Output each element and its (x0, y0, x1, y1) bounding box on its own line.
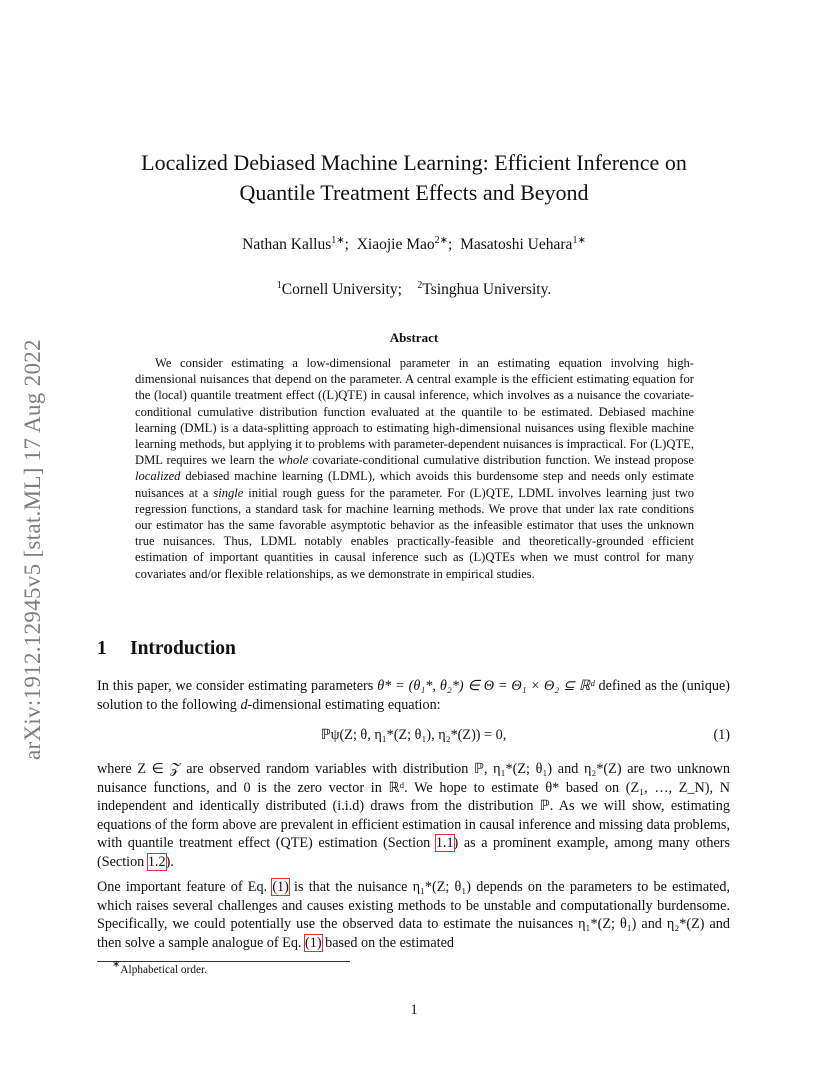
equation-link-1[interactable]: (1) (272, 879, 289, 895)
author-list: Nathan Kallus$^{1∗}$; Xiaojie Mao$^{2∗}$; Masatoshi Uehara$^{1∗}$ (242, 235, 586, 253)
abstract-emphasis: single (213, 485, 244, 500)
footnote-text: Alphabetical order. (120, 964, 207, 976)
author-name: Xiaojie Mao (356, 236, 435, 253)
intro-paragraph-2 (97, 760, 730, 872)
section-heading (97, 638, 236, 660)
affiliation-marker: 1 (276, 280, 282, 291)
footnote-marker: ∗ (112, 959, 121, 970)
footnote-divider (97, 961, 350, 962)
intro-paragraph-1 (97, 677, 730, 714)
paragraph-text: where Z ∈ 𝒵 are observed random variables with distribution ℙ, η₁*(Z; θ₁) and η₂*(Z) are two unknown nuisance functions, and 0 is the zero vector in ℝᵈ. We hope to estimate θ* based on (Z₁, …, Z_N), N independent and identically distributed (i.i.d) draws from the distribution ℙ. As we will show, estimating equations of the form above are prevalent in efficient estimation in causal inference and missing data problems, with quantile treatment effect (QTE) estimation (Section (97, 761, 730, 852)
abstract-text: initial rough guess for the parameter. For (L)QTE, LDML involves learning just two regression functions, a standard task for machine learning methods. We prove that under lax rate conditions our estimator has the same favorable asymptotic behavior as the infeasible estimator that uses the unknown true nuisances. Thus, LDML notably enables practically-feasible and theoretically-grounded efficient estimation of important quantities in causal inference such as (L)QTEs when we must control for many covariates and/or flexible relationships, as we demonstrate in empirical studies. (135, 485, 694, 581)
author-affiliation-marker: 2∗ (434, 235, 449, 246)
author-affiliation-marker: 1∗ (331, 235, 345, 246)
abstract-text: We consider estimating a low-dimensional parameter in an estimating equation involving high-dimensional nuisances that depend on the parameter. A central example is the efficient estimating equation for the (local) quantile treatment effect ((L)QTE) in causal inference, which involves as a nuisance the covariate-conditional cumulative distribution function evaluated at the quantile to be estimated. Debiased machine learning (DML) is a data-splitting approach to estimating high-dimensional nuisances using flexible machine learning methods, but applying it to problems with parameter-dependent nuisances is impractical. For (L)QTE, DML requires we learn the (135, 356, 694, 468)
paragraph-text: defined as the (unique) solution to the following (97, 678, 730, 713)
abstract-heading: Abstract (389, 330, 439, 345)
inline-math: θ* = (θ₁*, θ₂*) ∈ Θ = Θ₁ × Θ₂ ⊆ ℝᵈ (377, 678, 595, 694)
paragraph-text: One important feature of Eq. (97, 879, 273, 895)
section-link-1-1[interactable]: 1.1 (435, 835, 454, 852)
author-name: Masatoshi Uehara (460, 236, 573, 253)
abstract-emphasis: localized (135, 469, 181, 484)
paragraph-text: ) as a prominent example, among many others (Section (97, 835, 730, 870)
section-link-1-2[interactable]: 1.2 (147, 853, 166, 870)
paragraph-text: based on the estimated (321, 934, 454, 951)
abstract-emphasis: whole (278, 453, 309, 468)
section-number: 1 (97, 638, 107, 659)
inline-math: d (240, 696, 248, 713)
abstract-body (135, 355, 694, 582)
abstract-text: covariate-conditional cumulative distribution function. We instead propose (308, 453, 695, 468)
equation-expression: ℙψ(Z; θ, η₁*(Z; θ₁), η₂*(Z)) = 0, (320, 727, 507, 743)
paragraph-text: -dimensional estimating equation: (247, 696, 441, 713)
arxiv-identifier-stamp: arXiv:1912.12945v5 [stat.ML] 17 Aug 2022 (20, 339, 45, 760)
equation-number: (1) (713, 727, 730, 743)
footnote (112, 959, 207, 976)
intro-paragraph-3 (97, 878, 730, 952)
paragraph-text: is that the nuisance η₁*(Z; θ₁) depends on the parameters to be estimated, which raises several challenges and causes existing methods to be unstable and computationally burdensome. Specifically, we could potentially use the observed data to estimate the nuisances η₁*(Z; θ₁) and η₂*(Z) and then solve a sample analogue of Eq. (97, 879, 730, 951)
author-affiliation-marker: 1∗ (572, 235, 586, 246)
affiliation-marker: 2 (417, 280, 423, 291)
equation-link-1[interactable]: (1) (305, 934, 322, 951)
title-line-1: Localized Debiased Machine Learning: Efficient Inference on (141, 150, 687, 175)
author-name: Nathan Kallus (242, 236, 332, 253)
affiliation-list (95, 281, 733, 299)
paper-title (95, 148, 733, 208)
title-line-2: Quantile Treatment Effects and Beyond (239, 180, 589, 205)
affiliation-name: Cornell University; (281, 281, 402, 298)
paragraph-text: ). (165, 853, 174, 870)
abstract-text: debiased machine learning (LDML), which avoids this burdensome step and needs only estimate nuisances at a (135, 469, 694, 500)
section-title: Introduction (130, 638, 236, 659)
paragraph-text: In this paper, we consider estimating parameters (97, 678, 378, 694)
page-number: 1 (410, 1002, 418, 1018)
affiliation-name: Tsinghua University. (422, 281, 552, 298)
